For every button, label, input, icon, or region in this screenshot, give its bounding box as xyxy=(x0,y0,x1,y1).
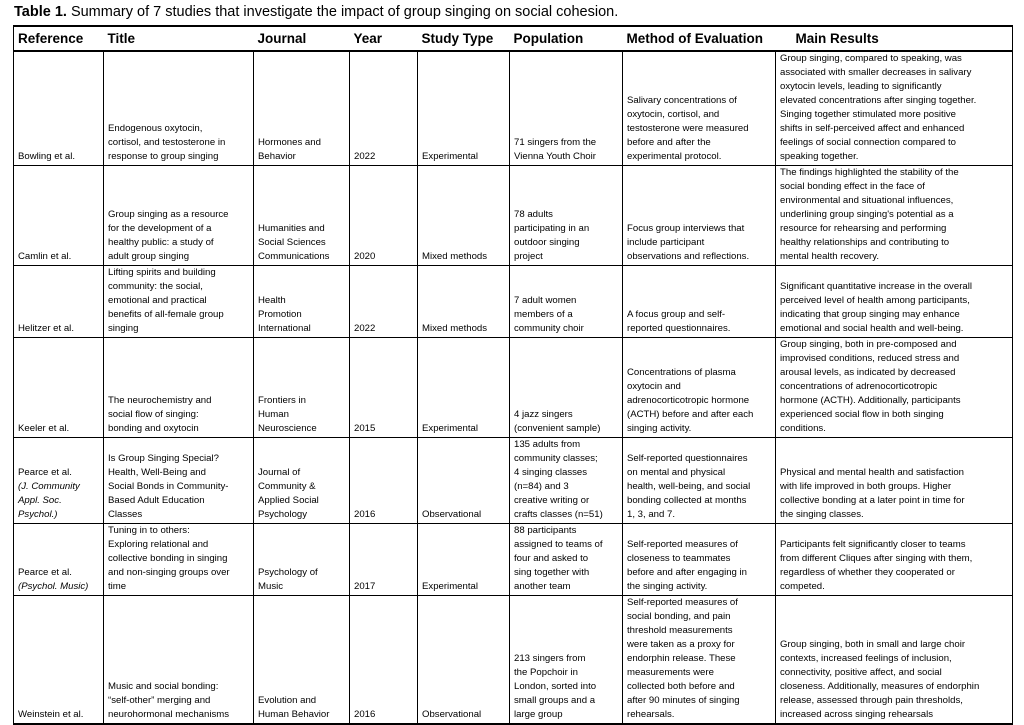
cell-main-results: Significant quantitative increase in the overall perceived level of health among participants, indicating that group singing may enhance emotional and social health and well-being. xyxy=(776,266,1013,338)
cell-journal: Hormones and Behavior xyxy=(254,51,350,166)
cell-population: 7 adult women members of a community choir xyxy=(510,266,623,338)
reference-note: (J. Community Appl. Soc. Psychol.) xyxy=(18,481,80,520)
reference-name: Helitzer et al. xyxy=(18,323,74,334)
header-main-results: Main Results xyxy=(776,26,1013,51)
cell-year: 2016 xyxy=(350,438,418,524)
cell-journal: Journal of Community & Applied Social Psychology xyxy=(254,438,350,524)
cell-method: Self-reported measures of closeness to teammates before and after engaging in the singing activity. xyxy=(623,524,776,596)
header-reference: Reference xyxy=(14,26,104,51)
cell-reference xyxy=(14,51,104,166)
cell-title: Endogenous oxytocin, cortisol, and testosterone in response to group singing xyxy=(104,51,254,166)
cell-reference xyxy=(14,338,104,438)
header-study-type: Study Type xyxy=(418,26,510,51)
header-journal: Journal xyxy=(254,26,350,51)
cell-population: 71 singers from the Vienna Youth Choir xyxy=(510,51,623,166)
table-header-row xyxy=(14,26,1013,51)
cell-reference xyxy=(14,166,104,266)
cell-main-results: Group singing, both in pre-composed and improvised conditions, reduced stress and arousal levels, as indicated by decreased concentrations of adrenocorticotropic hormone (ACTH). Additionally, participants experienced social flow in both singing conditions. xyxy=(776,338,1013,438)
cell-journal: Humanities and Social Sciences Communications xyxy=(254,166,350,266)
cell-population: 135 adults from community classes; 4 singing classes (n=84) and 3 creative writing or crafts classes (n=51) xyxy=(510,438,623,524)
cell-journal: Evolution and Human Behavior xyxy=(254,596,350,725)
cell-reference xyxy=(14,596,104,725)
cell-title: The neurochemistry and social flow of singing: bonding and oxytocin xyxy=(104,338,254,438)
cell-year: 2015 xyxy=(350,338,418,438)
reference-name: Camlin et al. xyxy=(18,251,72,262)
cell-title: Music and social bonding: “self-other” merging and neurohormonal mechanisms xyxy=(104,596,254,725)
cell-year: 2020 xyxy=(350,166,418,266)
cell-year: 2016 xyxy=(350,596,418,725)
reference-name: Keeler et al. xyxy=(18,423,70,434)
table-caption-label: Table 1. xyxy=(14,4,67,20)
cell-reference xyxy=(14,438,104,524)
header-method: Method of Evaluation xyxy=(623,26,776,51)
reference-note: (Psychol. Music) xyxy=(18,581,89,592)
cell-method: Salivary concentrations of oxytocin, cortisol, and testosterone were measured before and after the experimental protocol. xyxy=(623,51,776,166)
cell-method: Focus group interviews that include participant observations and reflections. xyxy=(623,166,776,266)
cell-population: 88 participants assigned to teams of four and asked to sing together with another team xyxy=(510,524,623,596)
cell-main-results: Participants felt significantly closer to teams from different Cliques after singing with them, regardless of whether they cooperated or competed. xyxy=(776,524,1013,596)
reference-name: Bowling et al. xyxy=(18,151,76,162)
header-title: Title xyxy=(104,26,254,51)
header-year: Year xyxy=(350,26,418,51)
cell-method: A focus group and self- reported questionnaires. xyxy=(623,266,776,338)
cell-journal: Psychology of Music xyxy=(254,524,350,596)
cell-study-type: Observational xyxy=(418,438,510,524)
cell-study-type: Observational xyxy=(418,596,510,725)
cell-reference xyxy=(14,266,104,338)
cell-study-type: Mixed methods xyxy=(418,266,510,338)
table-row xyxy=(14,266,1013,338)
cell-title: Lifting spirits and building community: the social, emotional and practical benefits of all-female group singing xyxy=(104,266,254,338)
cell-main-results: Physical and mental health and satisfaction with life improved in both groups. Higher collective bonding at a later point in time for the singing classes. xyxy=(776,438,1013,524)
cell-main-results: Group singing, both in small and large choir contexts, increased feelings of inclusion, connectivity, positive affect, and social closeness. Additionally, measures of endorphin release, assessed through pain thresholds, increased across singing rehearsals xyxy=(776,596,1013,725)
reference-name: Pearce et al. xyxy=(18,567,72,578)
cell-main-results: The findings highlighted the stability of the social bonding effect in the face of environmental and situational influences, underlining group singing's potential as a resource for rehearsing and performing healthy relationships and contributing to mental health recovery. xyxy=(776,166,1013,266)
cell-title: Tuning in to others: Exploring relational and collective bonding in singing and non-singing groups over time xyxy=(104,524,254,596)
cell-population: 78 adults participating in an outdoor singing project xyxy=(510,166,623,266)
cell-study-type: Experimental xyxy=(418,51,510,166)
table-row xyxy=(14,524,1013,596)
cell-study-type: Mixed methods xyxy=(418,166,510,266)
cell-population: 213 singers from the Popchoir in London, sorted into small groups and a large group xyxy=(510,596,623,725)
reference-name: Pearce et al. xyxy=(18,467,72,478)
cell-reference xyxy=(14,524,104,596)
cell-journal: Frontiers in Human Neuroscience xyxy=(254,338,350,438)
cell-main-results: Group singing, compared to speaking, was associated with smaller decreases in salivary oxytocin levels, leading to significantly elevated concentrations after singing together. Singing together stimulated more positive shifts in self-perceived affect and enhanced feelings of social connection compared to speaking together. xyxy=(776,51,1013,166)
cell-title: Is Group Singing Special? Health, Well-Being and Social Bonds in Community- Based Adult Education Classes xyxy=(104,438,254,524)
cell-study-type: Experimental xyxy=(418,524,510,596)
cell-method: Self-reported questionnaires on mental and physical health, well-being, and social bonding collected at months 1, 3, and 7. xyxy=(623,438,776,524)
cell-year: 2017 xyxy=(350,524,418,596)
cell-population: 4 jazz singers (convenient sample) xyxy=(510,338,623,438)
studies-table xyxy=(13,25,1013,725)
table-row xyxy=(14,51,1013,166)
table-row xyxy=(14,166,1013,266)
cell-year: 2022 xyxy=(350,266,418,338)
cell-method: Self-reported measures of social bonding, and pain threshold measurements were taken as a proxy for endorphin release. These measurements were collected both before and after 90 minutes of singing rehearsals. xyxy=(623,596,776,725)
table-row xyxy=(14,438,1013,524)
table-caption-text: Summary of 7 studies that investigate the impact of group singing on social cohesion. xyxy=(66,4,619,20)
reference-name: Weinstein et al. xyxy=(18,709,84,720)
table-row xyxy=(14,338,1013,438)
table-row xyxy=(14,596,1013,725)
table-caption xyxy=(14,3,618,21)
cell-method: Concentrations of plasma oxytocin and adrenocorticotropic hormone (ACTH) before and after each singing activity. xyxy=(623,338,776,438)
header-population: Population xyxy=(510,26,623,51)
cell-journal: Health Promotion International xyxy=(254,266,350,338)
cell-title: Group singing as a resource for the development of a healthy public: a study of adult group singing xyxy=(104,166,254,266)
cell-year: 2022 xyxy=(350,51,418,166)
cell-study-type: Experimental xyxy=(418,338,510,438)
